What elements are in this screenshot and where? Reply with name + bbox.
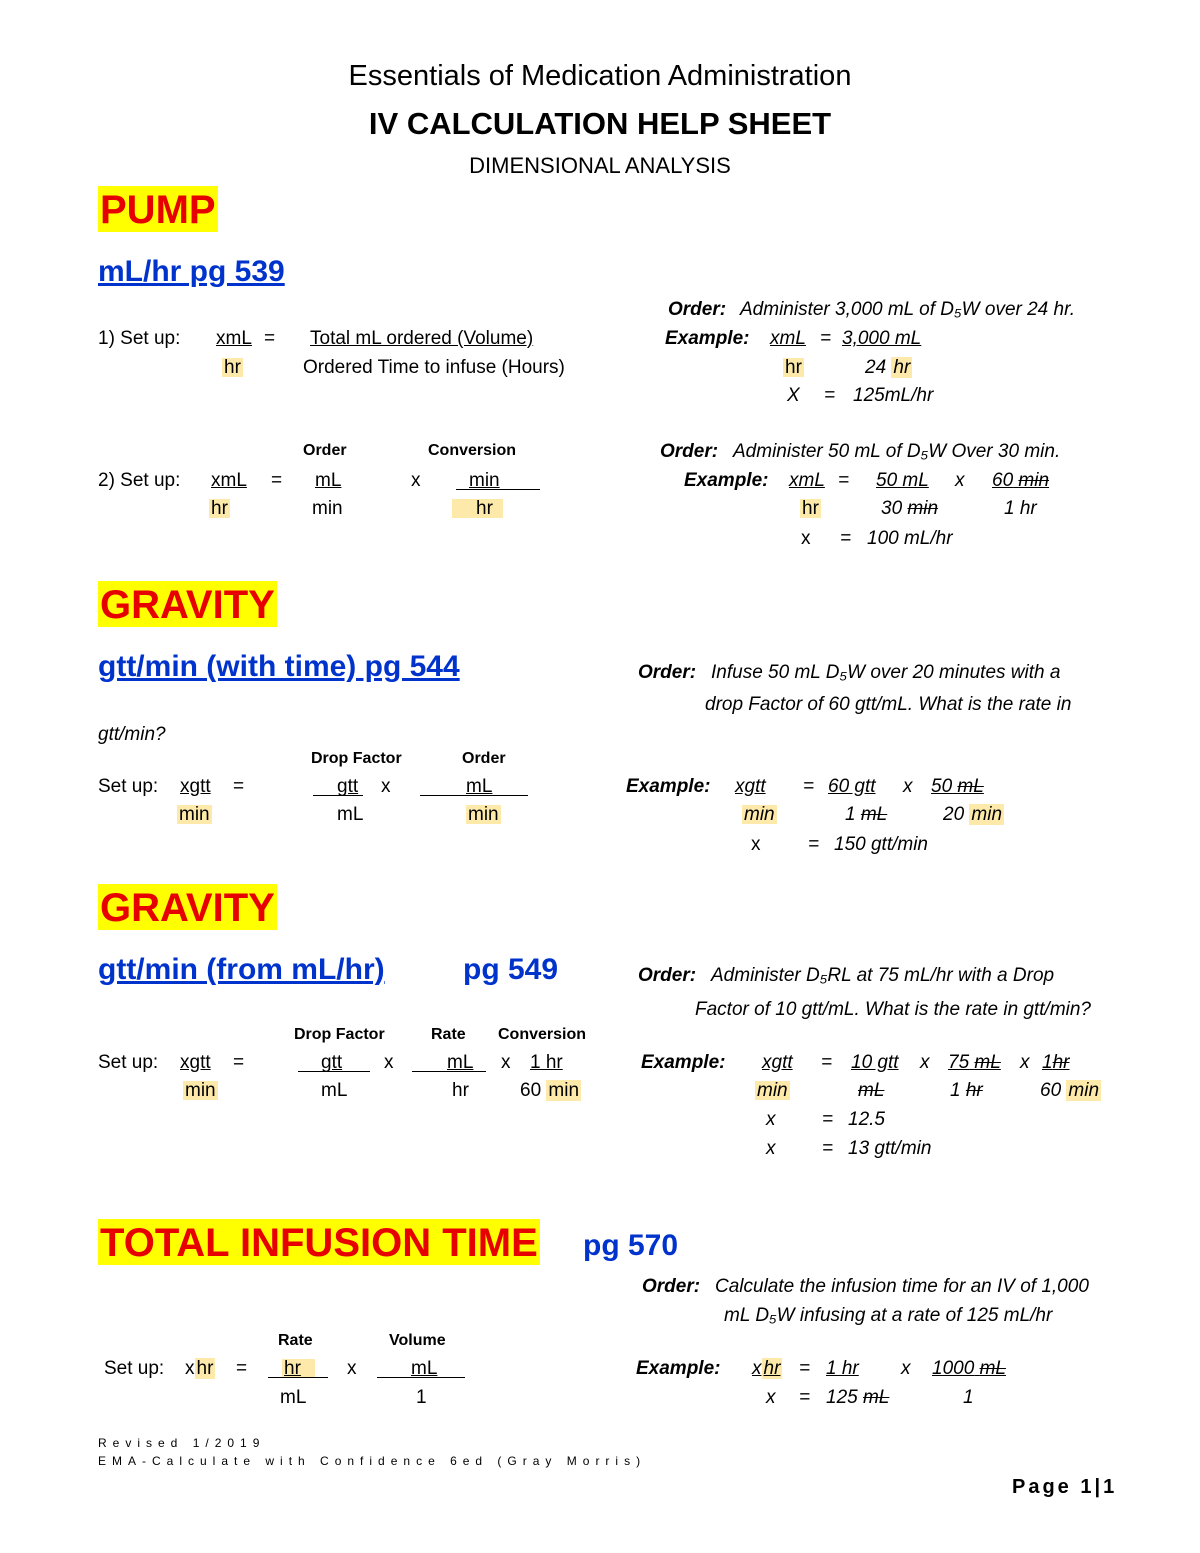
footer-source: EMA-Calculate with Confidence 6ed (Gray Morris) [98, 1454, 647, 1468]
total-ex-eq2: = [799, 1387, 811, 1408]
gravity1-min: min [179, 804, 210, 825]
gravity2-ex-eq3: = [822, 1138, 834, 1159]
course-name: Essentials of Medication Administration [348, 60, 852, 92]
total-times: x [347, 1358, 357, 1379]
gravity1-heading: GRAVITY [100, 583, 275, 627]
pump-ex2-order-label: Order: [660, 441, 719, 462]
total-order-line1: Calculate the infusion time for an IV of 1,000 [715, 1276, 1089, 1297]
page-title: IV CALCULATION HELP SHEET [368, 106, 832, 141]
gravity2-xgtt: xgtt [180, 1052, 211, 1073]
pump-ex1-result: 125mL/hr [853, 385, 934, 406]
pump-setup2-label: 2) Set up: [98, 470, 181, 491]
pump-setup2-times: x [411, 470, 421, 491]
gravity2-times1: x [384, 1052, 394, 1073]
gravity1-den-min: min [468, 804, 499, 825]
gravity2-ex-x2: x [766, 1138, 776, 1159]
gravity2-ml: mL [447, 1052, 474, 1073]
gravity1-ex-n1: 60 gtt [828, 776, 876, 797]
gravity1-ml-line [420, 795, 528, 796]
gravity1-ex-times: x [903, 776, 913, 797]
pump-ex2-d2: 1 hr [1004, 498, 1037, 519]
gravity2-den-60: 60 min [520, 1080, 580, 1101]
pump-ex2-hr: hr [802, 498, 819, 519]
gravity2-den-ml: mL [321, 1080, 348, 1101]
gravity1-gtt-line [313, 795, 363, 796]
pump-subheading[interactable]: mL/hr pg 539 [98, 255, 285, 288]
total-ex-x2: x [766, 1387, 776, 1408]
gravity1-ex-label: Example: [626, 776, 711, 797]
gravity1-col-drop: Drop Factor [311, 750, 402, 767]
pump-setup2-hr: hr [211, 498, 228, 519]
gravity1-ex-d1: 1 mL [845, 804, 888, 825]
total-ex-d1: 125 mL [826, 1387, 890, 1408]
pump-ex2-result: 100 mL/hr [867, 528, 953, 549]
total-ml-line [377, 1377, 465, 1378]
pump-ex1-eq: = [820, 328, 832, 349]
gravity1-gtt: gtt [337, 776, 359, 797]
pump-setup2-ml: mL [315, 470, 342, 491]
gravity2-ml-line [412, 1071, 486, 1072]
gravity2-order-line1: Administer D₅RL at 75 mL/hr with a Drop [711, 965, 1055, 986]
gravity2-ex-result1: 12.5 [848, 1109, 885, 1130]
page-subtitle: DIMENSIONAL ANALYSIS [469, 153, 731, 178]
gravity1-eq: = [233, 776, 245, 797]
total-col-rate: Rate [278, 1332, 313, 1349]
gravity1-ex-x: x [751, 834, 761, 855]
pump-setup2-col-order: Order [303, 442, 347, 459]
pump-setup1-numerator: Total mL ordered (Volume) [310, 328, 534, 349]
pump-setup2-xml: xmL [211, 470, 247, 491]
gravity2-ex-n2: 75 mL [948, 1052, 1001, 1073]
gravity2-hr1: 1 hr [530, 1052, 563, 1073]
total-ex-label: Example: [636, 1358, 721, 1379]
pump-setup1-eq: = [264, 328, 276, 349]
total-col-volume: Volume [389, 1332, 446, 1349]
gravity2-ex-d2: 1 hr [950, 1080, 983, 1101]
gravity2-ex-result2: 13 gtt/min [848, 1138, 932, 1159]
total-den-1: 1 [416, 1387, 427, 1408]
pump-ex2-n1: 50 mL [876, 470, 929, 491]
total-ex-eq: = [799, 1358, 811, 1379]
gravity1-col-order: Order [462, 750, 506, 767]
gravity2-min: min [185, 1080, 216, 1101]
gravity1-ex-d2: 20 min [943, 804, 1003, 825]
total-xhr: x hr [185, 1358, 214, 1379]
total-page: pg 570 [583, 1229, 679, 1262]
gravity2-col-rate: Rate [431, 1026, 466, 1043]
pump-ex2-times: x [955, 470, 965, 491]
pump-ex2-example-label: Example: [684, 470, 769, 491]
total-heading: TOTAL INFUSION TIME [100, 1221, 538, 1265]
total-order-label: Order: [642, 1276, 701, 1297]
pump-ex2-d1: 30 min [881, 498, 939, 519]
pump-heading: PUMP [100, 188, 216, 232]
pump-setup2-min: min [469, 470, 500, 491]
gravity2-ex-xgtt: xgtt [762, 1052, 793, 1073]
gravity2-gtt-line [298, 1071, 370, 1072]
total-ex-xhr: x hr [752, 1358, 781, 1379]
gravity2-ex-n3: 1hr [1042, 1052, 1070, 1073]
pump-ex2-xml: xmL [789, 470, 825, 491]
gravity2-col-conversion: Conversion [498, 1026, 587, 1043]
pump-ex1-order-text: Administer 3,000 mL of D₅W over 24 hr. [740, 299, 1075, 320]
pump-ex1-den: 24 hr [865, 357, 911, 378]
gravity1-ml: mL [466, 776, 493, 797]
gravity2-ex-times1: x [920, 1052, 930, 1073]
total-order-line2: mL D₅W infusing at a rate of 125 mL/hr [724, 1305, 1053, 1326]
gravity1-order-line3: gtt/min? [98, 724, 166, 745]
total-hr: hr [282, 1359, 315, 1378]
total-ex-n1: 1 hr [826, 1358, 859, 1379]
pump-ex1-order-label: Order: [668, 299, 727, 320]
gravity1-setup-label: Set up: [98, 776, 159, 797]
pump-ex2-eq: = [838, 470, 850, 491]
gravity2-ex-d1: mL [858, 1080, 885, 1101]
total-ml: mL [411, 1358, 438, 1379]
gravity1-order-line1: Infuse 50 mL D₅W over 20 minutes with a [711, 662, 1061, 683]
pump-setup1-hr: hr [224, 357, 241, 378]
gravity1-ex-xgtt: xgtt [735, 776, 766, 797]
gravity2-subheading[interactable]: gtt/min (from mL/hr) [98, 953, 385, 986]
gravity2-ex-x1: x [766, 1109, 776, 1130]
pump-setup2-eq: = [271, 470, 283, 491]
gravity1-ex-min: min [744, 804, 775, 825]
gravity2-ex-eq2: = [822, 1109, 834, 1130]
gravity2-ex-d3: 60 min [1040, 1080, 1100, 1101]
pump-ex2-n2: 60 min [992, 470, 1050, 491]
pump-setup2-col-conversion: Conversion [428, 442, 517, 459]
gravity1-subheading[interactable]: gtt/min (with time) pg 544 [98, 650, 460, 683]
total-den-ml: mL [280, 1387, 307, 1408]
gravity1-times: x [381, 776, 391, 797]
gravity1-ex-eq: = [803, 776, 815, 797]
pump-setup1-denominator: Ordered Time to infuse (Hours) [303, 357, 565, 378]
pump-setup2-den-min: min [312, 498, 343, 519]
pump-ex1-hr: hr [785, 357, 802, 378]
gravity2-eq: = [233, 1052, 245, 1073]
pump-ex2-x: x [801, 528, 811, 549]
gravity2-ex-n1: 10 gtt [851, 1052, 899, 1073]
total-eq: = [236, 1358, 248, 1379]
gravity2-ex-times2: x [1020, 1052, 1030, 1073]
total-hr-line [268, 1377, 328, 1378]
gravity2-page: pg 549 [463, 953, 559, 986]
pump-ex2-order-text: Administer 50 mL of D₅W Over 30 min. [733, 441, 1061, 462]
pump-setup2-den-hr: hr [452, 499, 503, 518]
pump-ex1-example-label: Example: [665, 328, 750, 349]
total-ex-n2: 1000 mL [932, 1358, 1006, 1379]
pump-setup2-fraction-line [456, 489, 540, 490]
gravity1-ex-eq2: = [808, 834, 820, 855]
gravity2-times2: x [501, 1052, 511, 1073]
pump-setup1-xml: xmL [216, 328, 252, 349]
gravity2-setup-label: Set up: [98, 1052, 159, 1073]
gravity1-ex-result: 150 gtt/min [834, 834, 928, 855]
total-ex-d2: 1 [963, 1387, 974, 1408]
gravity2-heading: GRAVITY [100, 886, 275, 930]
gravity1-order-label: Order: [638, 662, 697, 683]
pump-ex2-eq2: = [840, 528, 852, 549]
gravity2-order-label: Order: [638, 965, 697, 986]
gravity1-order-line2: drop Factor of 60 gtt/mL. What is the rate in [705, 694, 1072, 715]
pump-ex1-value: 3,000 mL [842, 328, 922, 349]
gravity2-ex-eq: = [821, 1052, 833, 1073]
pump-ex1-x: X [787, 385, 800, 406]
total-ex-times: x [901, 1358, 911, 1379]
gravity1-den-ml: mL [337, 804, 364, 825]
pump-setup1-label: 1) Set up: [98, 328, 181, 349]
gravity2-col-drop: Drop Factor [294, 1026, 385, 1043]
gravity1-ex-n2: 50 mL [931, 776, 984, 797]
pump-ex1-eq2: = [824, 385, 836, 406]
footer-revised: Revised 1/2019 [98, 1436, 266, 1450]
gravity2-ex-label: Example: [641, 1052, 726, 1073]
footer-page-number: Page 1|1 [1012, 1476, 1118, 1498]
gravity2-den-hr: hr [452, 1080, 469, 1101]
gravity2-order-line2: Factor of 10 gtt/mL. What is the rate in gtt/min? [695, 999, 1092, 1020]
total-setup-label: Set up: [104, 1358, 165, 1379]
gravity2-ex-min: min [757, 1080, 788, 1101]
gravity2-gtt: gtt [321, 1052, 343, 1073]
gravity1-xgtt: xgtt [180, 776, 211, 797]
pump-ex1-xml: xmL [770, 328, 806, 349]
